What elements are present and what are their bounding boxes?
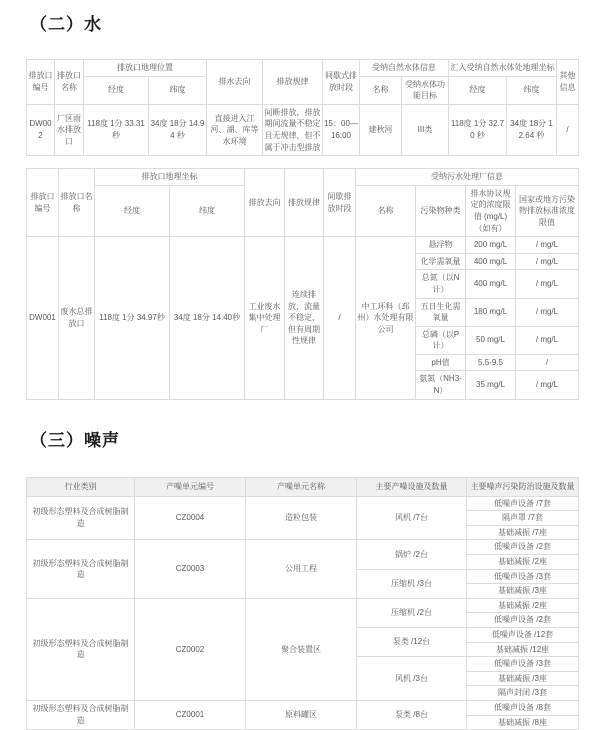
noise-unit-no: CZ0004 <box>135 496 246 540</box>
noise-header-unit-name: 产噪单元名称 <box>246 477 357 496</box>
noise-control: 基础减振 /2座 <box>467 555 579 570</box>
pollutant-std: / mg/L <box>516 270 579 298</box>
noise-equipment: 压缩机 /2台 <box>357 598 467 627</box>
pollutant-name: 总氮（以N计） <box>416 270 466 298</box>
waste-outlet-no: DW001 <box>27 237 59 400</box>
noise-equipment: 泵类 /12台 <box>357 628 467 657</box>
noise-control: 低噪声设备 /12套 <box>467 628 579 643</box>
noise-control: 隔声罩 /7套 <box>467 511 579 526</box>
rain-header-rule: 排放规律 <box>263 60 323 105</box>
waste-header-outlet-no: 排放口编号 <box>27 169 59 237</box>
pollutant-limit: 50 mg/L <box>466 326 516 354</box>
pollutant-limit: 35 mg/L <box>466 371 516 399</box>
waste-header-drain-to: 排放去向 <box>245 169 285 237</box>
wastewater-outlet-table <box>26 168 579 400</box>
noise-control: 基础减振 /8座 <box>467 715 579 730</box>
waste-lng: 118度 1分 34.97秒 <box>95 237 170 400</box>
noise-header-equipment: 主要产噪设施及数量 <box>357 477 467 496</box>
noise-industry: 初级形态塑料及合成树脂制造 <box>27 496 135 540</box>
rain-outlet-name: 厂区雨水排放口 <box>55 104 84 155</box>
noise-equipment: 锅炉 /2台 <box>357 540 467 569</box>
rain-header-water-body-target: 受纳水体功能目标 <box>402 76 449 104</box>
noise-control: 基础减振 /2座 <box>467 598 579 613</box>
waste-lat: 34度 18分 14.40秒 <box>170 237 245 400</box>
noise-control: 低噪声设备 /3套 <box>467 657 579 672</box>
waste-intermittent: / <box>324 237 356 400</box>
noise-unit-no: CZ0002 <box>135 598 246 700</box>
noise-unit-name: 公用工程 <box>246 540 357 598</box>
noise-unit-no: CZ0003 <box>135 540 246 598</box>
waste-header-intermittent: 间歇排放时段 <box>324 169 356 237</box>
waste-header-agreement-limit: 排水协议规定的浓度限值 (mg/L)（如有） <box>466 185 516 236</box>
noise-header-unit-no: 产噪单元编号 <box>135 477 246 496</box>
pollutant-std: / <box>516 354 579 371</box>
rain-header-join-geo-group: 汇入受纳自然水体处地理坐标 <box>449 60 557 77</box>
pollutant-limit: 200 mg/L <box>466 237 516 254</box>
noise-header-industry: 行业类别 <box>27 477 135 496</box>
pollutant-std: / mg/L <box>516 371 579 399</box>
rain-outlet-no: DW002 <box>27 104 55 155</box>
waste-drain-to: 工业废水集中处理厂 <box>245 237 285 400</box>
waste-header-outlet-name: 排放口名称 <box>59 169 95 237</box>
rain-header-geo-group: 排放口地理位置 <box>84 60 207 77</box>
rain-header-outlet-name: 排放口名称 <box>55 60 84 105</box>
noise-equipment: 泵类 /8台 <box>357 700 467 729</box>
noise-equipment: 风机 /3台 <box>357 657 467 701</box>
waste-header-geo-group: 排放口地理坐标 <box>95 169 245 186</box>
rain-lat: 34度 18分 14.94 秒 <box>149 104 207 155</box>
noise-table <box>26 477 579 730</box>
noise-control: 基础减振 /12座 <box>467 642 579 657</box>
rain-water-body-target: III类 <box>402 104 449 155</box>
pollutant-std: / mg/L <box>516 298 579 326</box>
rain-header-intermittent: 间歇式排放时段 <box>323 60 360 105</box>
rain-header-lat: 纬度 <box>149 76 207 104</box>
noise-row <box>27 700 579 715</box>
pollutant-std: / mg/L <box>516 326 579 354</box>
waste-header-national-limit: 国家或地方污染物排放标准浓度限值 <box>516 185 579 236</box>
rainwater-outlet-table <box>26 59 579 156</box>
pollutant-limit: 400 mg/L <box>466 253 516 270</box>
rain-header-water-body-group: 受纳自然水体信息 <box>360 60 449 77</box>
pollutant-name: 悬浮物 <box>416 237 466 254</box>
noise-header-controls: 主要噪声污染防治设施及数量 <box>467 477 579 496</box>
waste-header-pollutant-type: 污染物种类 <box>416 185 466 236</box>
pollutant-name: 总磷（以P计） <box>416 326 466 354</box>
noise-row <box>27 598 579 613</box>
waste-header-rule: 排放规律 <box>285 169 324 237</box>
noise-section-title: （三）噪声 <box>30 430 120 450</box>
rain-other: / <box>557 104 579 155</box>
waste-rule: 连续排放，流量不稳定，但有周期性规律 <box>285 237 324 400</box>
rain-water-body-name: 建秋河 <box>360 104 402 155</box>
rain-rule: 间断排放，排放期间流量不稳定且无规律，但不属于冲击型排放 <box>263 104 323 155</box>
noise-industry: 初级形态塑料及合成树脂制造 <box>27 540 135 598</box>
pollutant-limit: 5.5-9.5 <box>466 354 516 371</box>
noise-unit-name: 造粒包装 <box>246 496 357 540</box>
noise-row <box>27 540 579 555</box>
noise-unit-name: 聚合装置区 <box>246 598 357 700</box>
noise-control: 基础减振 /7座 <box>467 525 579 540</box>
waste-header-plant-group: 受纳污水处理厂信息 <box>356 169 579 186</box>
pollutant-limit: 180 mg/L <box>466 298 516 326</box>
noise-control: 基础减振 /3座 <box>467 671 579 686</box>
pollutant-name: 五日生化需氧量 <box>416 298 466 326</box>
rain-drain-to: 直接进入江河、湖、库等水环境 <box>207 104 263 155</box>
rain-header-other: 其他信息 <box>557 60 579 105</box>
rain-intermittent: 15：00—16:00 <box>323 104 360 155</box>
pollutant-name: pH值 <box>416 354 466 371</box>
rain-lng: 118度 1分 33.31 秒 <box>84 104 149 155</box>
noise-control: 低噪声设备 /2套 <box>467 540 579 555</box>
rain-header-join-lat: 纬度 <box>507 76 557 104</box>
noise-unit-no: CZ0001 <box>135 700 246 729</box>
pollutant-limit: 400 mg/L <box>466 270 516 298</box>
rain-join-lng: 118度 1分 32.70 秒 <box>449 104 507 155</box>
waste-outlet-name: 废水总排放口 <box>59 237 95 400</box>
rain-header-join-lng: 经度 <box>449 76 507 104</box>
noise-equipment: 风机 /7台 <box>357 496 467 540</box>
noise-control: 隔声封闭 /3套 <box>467 686 579 701</box>
noise-unit-name: 原料罐区 <box>246 700 357 729</box>
noise-control: 基础减振 /3座 <box>467 584 579 599</box>
waste-header-lat: 纬度 <box>170 185 245 236</box>
rainwater-outlet-row <box>27 104 579 155</box>
water-section-title: （二）水 <box>30 15 102 34</box>
pollutant-std: / mg/L <box>516 237 579 254</box>
noise-industry: 初级形态塑料及合成树脂制造 <box>27 700 135 729</box>
rain-header-drain-to: 排水去向 <box>207 60 263 105</box>
noise-industry: 初级形态塑料及合成树脂制造 <box>27 598 135 700</box>
rain-header-outlet-no: 排放口编号 <box>27 60 55 105</box>
rain-join-lat: 34度 18分 12.64 秒 <box>507 104 557 155</box>
rain-header-lng: 经度 <box>84 76 149 104</box>
noise-control: 低噪声设备 /2套 <box>467 613 579 628</box>
waste-header-plant-name: 名称 <box>356 185 416 236</box>
waste-header-lng: 经度 <box>95 185 170 236</box>
pollutant-name: 化学需氧量 <box>416 253 466 270</box>
noise-control: 低噪声设备 /3套 <box>467 569 579 584</box>
pollutant-std: / mg/L <box>516 253 579 270</box>
wastewater-outlet-row <box>27 237 579 254</box>
waste-plant-name: 中工环科（邳州）水处理有限公司 <box>356 237 416 400</box>
noise-row <box>27 496 579 511</box>
noise-equipment: 压缩机 /3台 <box>357 569 467 598</box>
noise-control: 低噪声设备 /7套 <box>467 496 579 511</box>
noise-control: 低噪声设备 /8套 <box>467 700 579 715</box>
pollutant-name: 氨氮（NH3-N） <box>416 371 466 399</box>
rain-header-water-body-name: 名称 <box>360 76 402 104</box>
